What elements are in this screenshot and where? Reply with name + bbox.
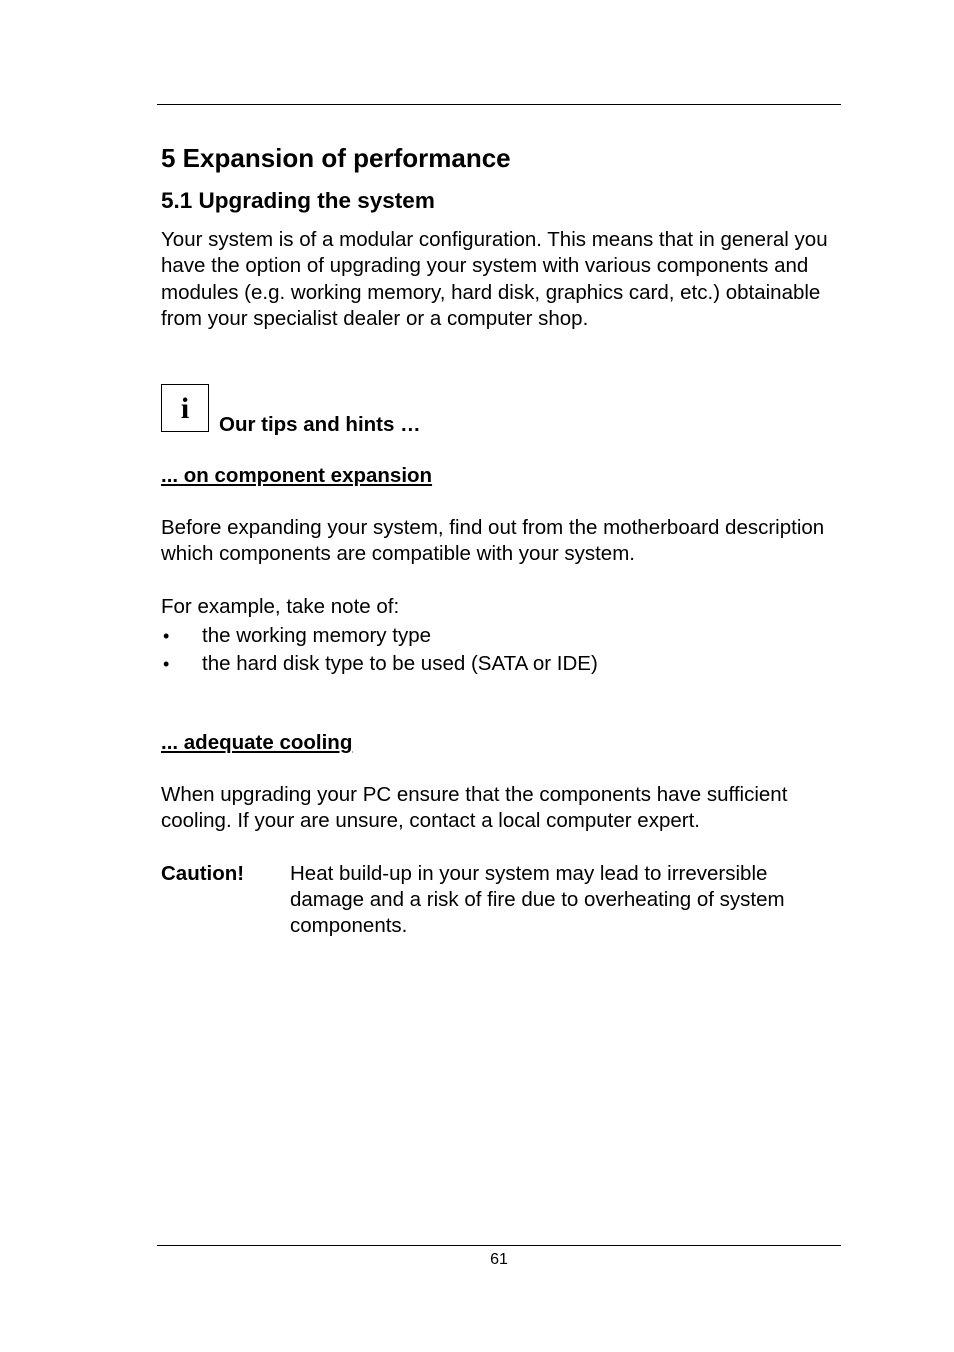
- cooling-text: When upgrading your PC ensure that the components have sufficient cooling. If your are unsure, contact a local computer expert.: [161, 783, 788, 833]
- list-item: [161, 650, 841, 678]
- section-title: 5.1 Upgrading the system: [161, 188, 435, 213]
- cooling-heading: ... adequate cooling: [161, 731, 353, 755]
- list-item-text: the working memory type: [202, 624, 432, 648]
- bullet-icon: •: [163, 654, 170, 675]
- header-rule: [157, 104, 841, 105]
- bullet-list: [161, 622, 841, 678]
- tips-header: [161, 382, 841, 436]
- bullet-icon: •: [163, 626, 170, 647]
- chapter-title: 5 Expansion of performance: [161, 143, 511, 173]
- intro-paragraph: Your system is of a modular configuration. This means that in general you have the option of upgrading your system with various components and modules (e.g. working memory, hard disk, graphics card, etc.) obtainable from your specialist dealer or a computer shop.: [161, 228, 828, 330]
- footer-rule: [157, 1245, 841, 1246]
- list-item-text: the hard disk type to be used (SATA or IDE): [202, 652, 598, 676]
- component-expansion-text: Before expanding your system, find out from the motherboard description which components are compatible with your system.: [161, 516, 825, 566]
- page-content: [161, 141, 841, 941]
- component-expansion-heading: ... on component expansion: [161, 464, 433, 488]
- page-number: 61: [490, 1251, 508, 1268]
- caution-block: [161, 861, 841, 941]
- info-icon: i: [161, 384, 209, 432]
- caution-text: Heat build-up in your system may lead to irreversible damage and a risk of fire due to overheating of system components.: [290, 861, 785, 938]
- example-intro: For example, take note of:: [161, 594, 400, 618]
- caution-label: Caution!: [161, 861, 245, 885]
- list-item: [161, 622, 841, 650]
- tips-label: Our tips and hints …: [219, 413, 421, 437]
